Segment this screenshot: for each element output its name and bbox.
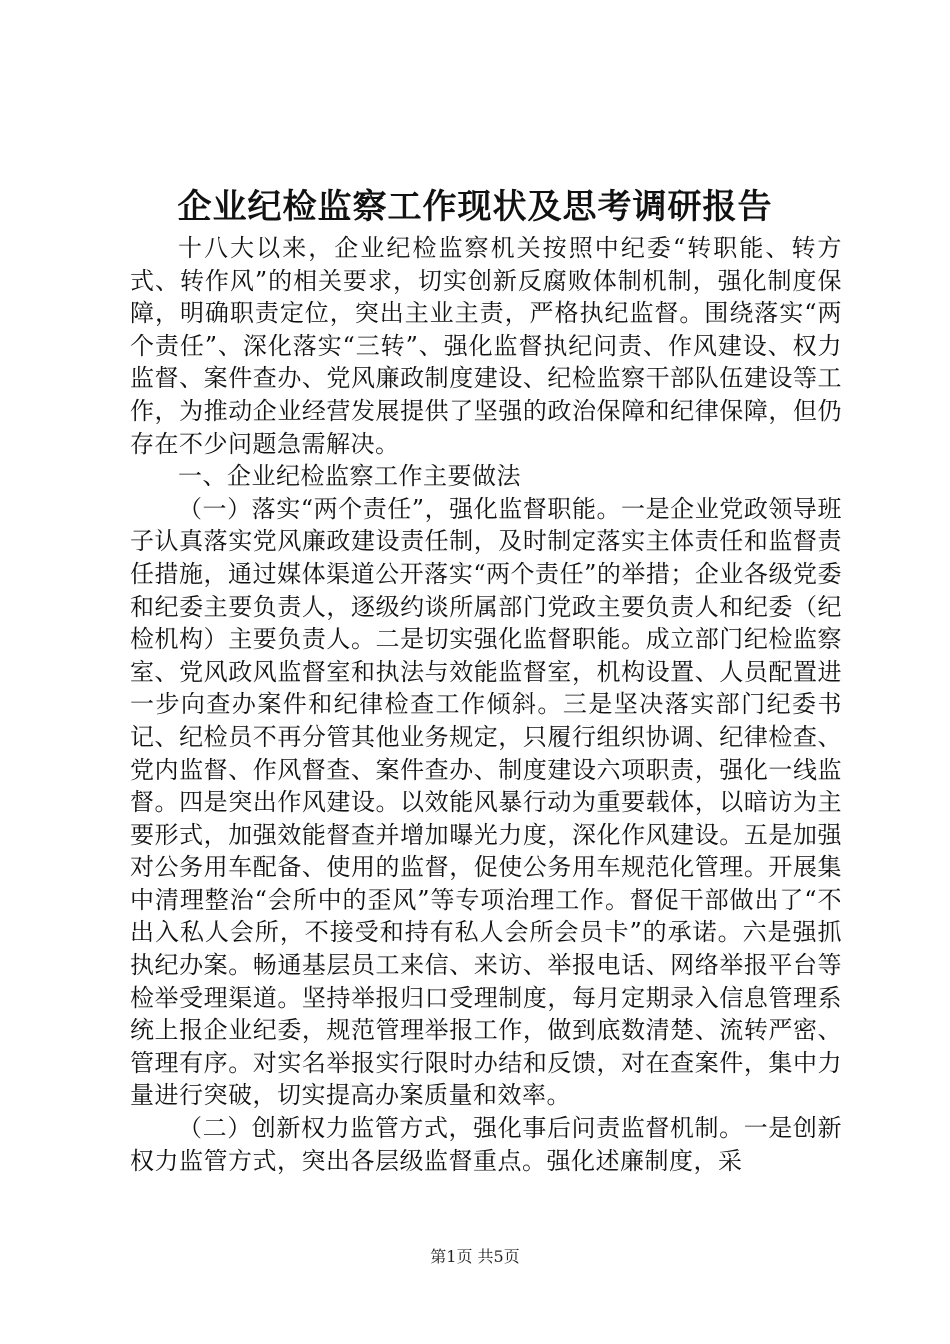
document-title: 企业纪检监察工作现状及思考调研报告 <box>177 187 773 227</box>
section-heading: 一、企业纪检监察工作主要做法 <box>178 462 521 491</box>
document-body <box>130 232 842 1177</box>
page-footer: 第1页 共5页 <box>430 1247 520 1266</box>
intro-paragraph: 十八大以来，企业纪检监察机关按照中纪委“转职能、转方式、转作风”的相关要求，切实创新反腐败体制机制，强化制度保障，明确职责定位，突出主业主责，严格执纪监督。围绕落实“两个责任”、深化落实“三转”、强化监督执纪问责、作风建设、权力监督、案件查办、党风廉政制度建设、纪检监察干部队伍建设等工作，为推动企业经营发展提供了坚强的政治保障和纪律保障，但仍存在不少问题急需解决。 <box>130 234 842 458</box>
subsection-2-paragraph: （二）创新权力监管方式，强化事后问责监督机制。一是创新权力监管方式，突出各层级监督重点。强化述廉制度，采 <box>130 1114 842 1175</box>
subsection-1-paragraph: （一）落实“两个责任”，强化监督职能。一是企业党政领导班子认真落实党风廉政建设责任制，及时制定落实主体责任和监督责任措施，通过媒体渠道公开落实“两个责任”的举措；企业各级党委和纪委主要负责人，逐级约谈所属部门党政主要负责人和纪委（纪检机构）主要负责人。二是切实强化监督职能。成立部门纪检监察室、党风政风监督室和执法与效能监督室，机构设置、人员配置进一步向查办案件和纪律检查工作倾斜。三是坚决落实部门纪委书记、纪检员不再分管其他业务规定，只履行组织协调、纪律检查、党内监督、作风督查、案件查办、制度建设六项职责，强化一线监督。四是突出作风建设。以效能风暴行动为重要载体，以暗访为主要形式，加强效能督查并增加曝光力度，深化作风建设。五是加强对公务用车配备、使用的监督，促使公务用车规范化管理。开展集中清理整治“会所中的歪风”等专项治理工作。督促干部做出了“不出入私人会所，不接受和持有私人会所会员卡”的承诺。六是强抓执纪办案。畅通基层员工来信、来访、举报电话、网络举报平台等检举受理渠道。坚持举报归口受理制度，每月定期录入信息管理系统上报企业纪委，规范管理举报工作，做到底数清楚、流转严密、管理有序。对实名举报实行限时办结和反馈，对在查案件，集中力量进行突破，切实提高办案质量和效率。 <box>130 494 842 1110</box>
